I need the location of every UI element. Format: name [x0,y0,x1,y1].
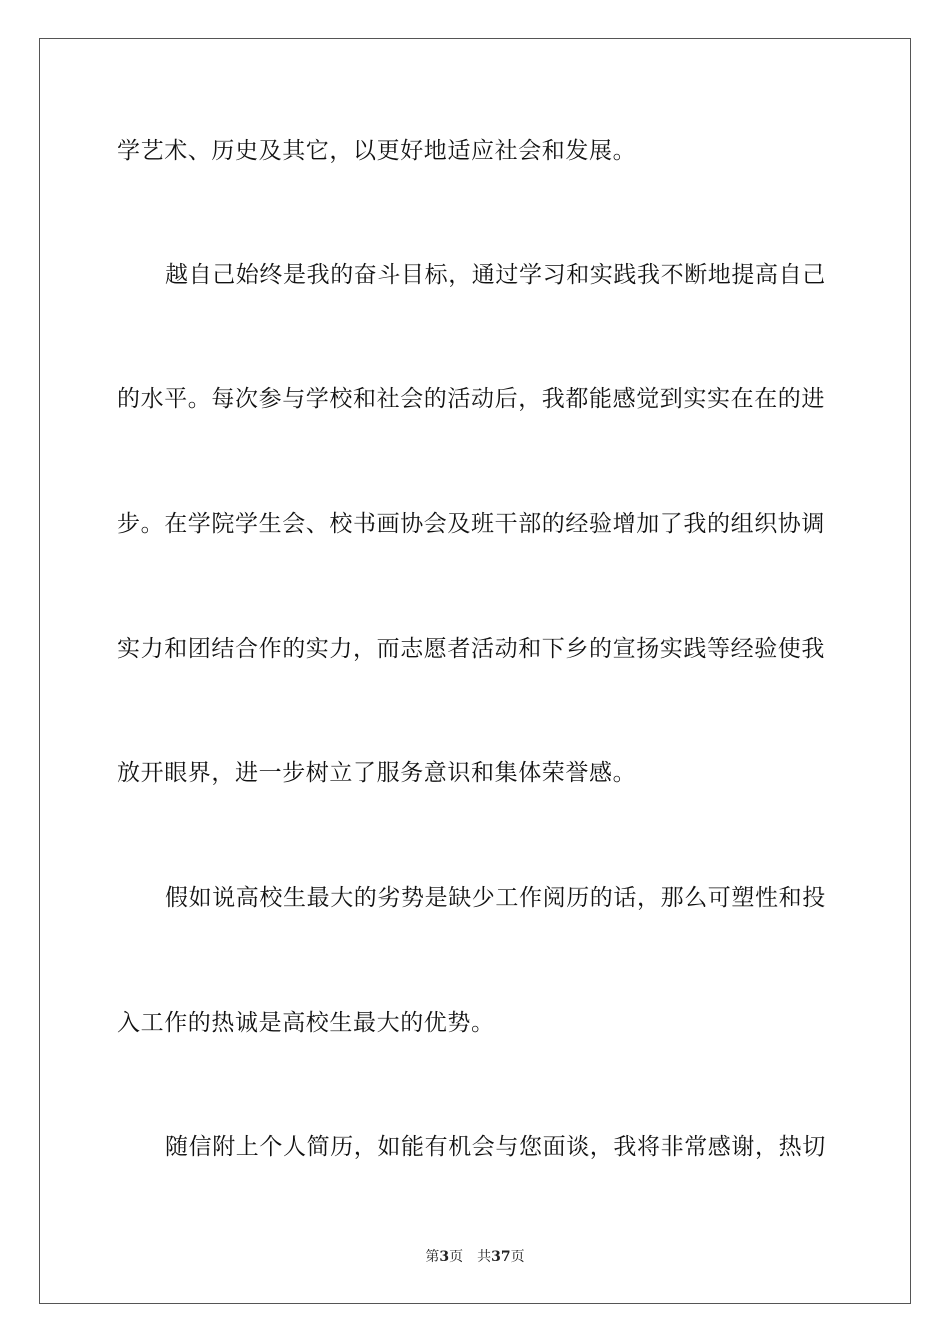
total-prefix: 共 [477,1249,492,1265]
text-line: 的水平。每次参与学校和社会的活动后，我都能感觉到实实在在的进 [117,386,825,412]
text-line: 假如说高校生最大的劣势是缺少工作阅历的话，那么可塑性和投 [165,885,826,911]
page-number: 3 [439,1249,450,1265]
text-line: 放开眼界，进一步树立了服务意识和集体荣誉感。 [117,760,637,786]
text-line: 越自己始终是我的奋斗目标，通过学习和实践我不断地提高自己 [165,262,826,288]
text-line: 入工作的热诚是高校生最大的优势。 [117,1010,495,1036]
text-line: 随信附上个人简历，如能有机会与您面谈，我将非常感谢，热切 [165,1134,826,1160]
total-suffix: 页 [510,1249,525,1265]
total-pages: 37 [491,1249,511,1265]
page-suffix: 页 [449,1249,464,1265]
text-line: 实力和团结合作的实力，而志愿者活动和下乡的宣扬实践等经验使我 [117,636,825,662]
page-prefix: 第 [425,1249,440,1265]
text-line: 学艺术、历史及其它，以更好地适应社会和发展。 [117,138,637,164]
text-line: 步。在学院学生会、校书画协会及班干部的经验增加了我的组织协调 [117,511,825,537]
page-footer [0,1248,950,1266]
page-frame [39,38,911,1304]
